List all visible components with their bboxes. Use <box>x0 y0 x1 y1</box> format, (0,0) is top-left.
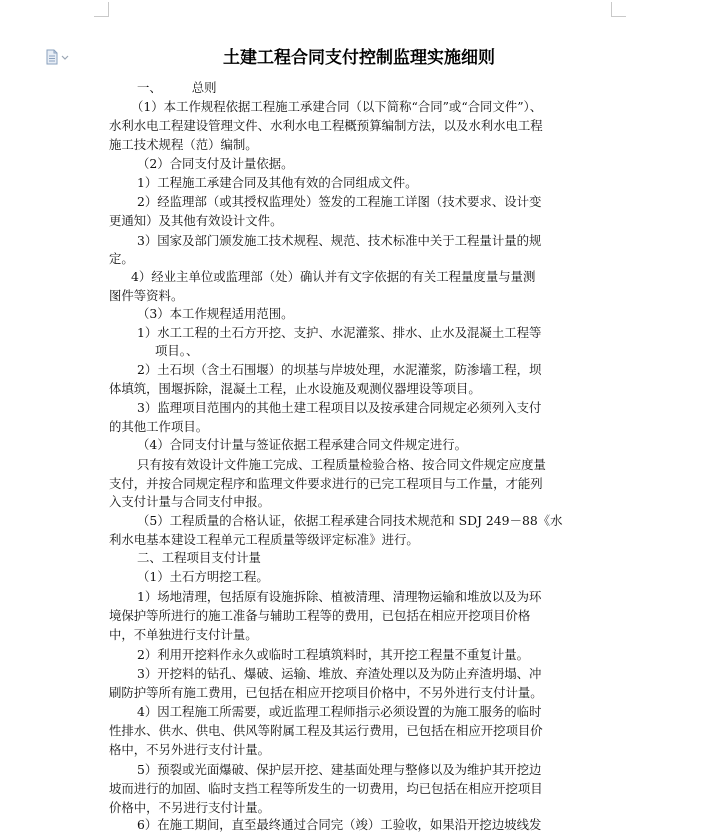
paragraph-line: 更通知）及其他有效设计文件。 <box>109 213 283 228</box>
paragraph-line: 1）工程施工承建合同及其他有效的合同组成文件。 <box>137 175 418 190</box>
paragraph-line: 入支付计量与合同支付申报。 <box>109 494 271 509</box>
section-heading-2: 二、工程项目支付计量 <box>137 550 261 565</box>
paragraph-line: 5）预裂或光面爆破、保护层开挖、建基面处理与整修以及为维护其开挖边 <box>137 762 542 777</box>
paragraph-line: 2）利用开挖料作永久或临时工程填筑料时，其开挖工程量不重复计量。 <box>137 647 529 662</box>
paragraph-line: 体填筑，围堰拆除，混凝土工程，止水设施及观测仪器埋设等项目。 <box>109 381 481 396</box>
paragraph-line: 图件等资料。 <box>109 288 184 303</box>
paragraph-line: 只有按有效设计文件施工完成、工程质量检验合格、按合同文件规定应度量 <box>137 457 546 472</box>
document-title: 土建工程合同支付控制监理实施细则 <box>223 48 495 68</box>
paragraph-line: 定。 <box>109 251 134 266</box>
paragraph-line: （4）合同支付计量与签证依据工程承建合同文件规定进行。 <box>137 437 468 452</box>
paragraph-line: 支付，并按合同规定程序和监理文件要求进行的已完工程项目与工作量，才能列 <box>109 476 543 491</box>
paragraph-line: 中，不单独进行支付计量。 <box>109 627 258 642</box>
paragraph-line: 4）经业主单位或监理部（处）确认并有文字依据的有关工程量度量与量测 <box>131 269 536 284</box>
paragraph-line: 6）在施工期间，直至最终通过合同完（竣）工验收，如果沿开挖边坡线发 <box>137 817 542 832</box>
paragraph-line: 1）场地清理，包括原有设施拆除、植被清理、清理物运输和堆放以及为环 <box>137 589 542 604</box>
paragraph-line: 项目。、 <box>155 343 199 358</box>
paragraph-line: （1）土石方明挖工程。 <box>137 569 269 584</box>
page-corner-mark-top-left <box>94 2 109 17</box>
paragraph-line: 水利水电工程建设管理文件、水利水电工程概预算编制方法，以及水利水电工程 <box>109 118 543 133</box>
page-corner-mark-top-right <box>611 2 626 17</box>
paragraph-line: 3）开挖料的钻孔、爆破、运输、堆放、弃渣处理以及为防止弃渣坍塌、冲 <box>137 666 542 681</box>
paragraph-line: 利水电基本建设工程单元工程质量等级评定标准》进行。 <box>109 532 419 547</box>
paragraph-line: 价格中，不另进行支付计量。 <box>109 800 271 815</box>
section-heading-1: 一、 总则 <box>137 80 217 95</box>
paragraph-line: 格中，不另外进行支付计量。 <box>109 742 271 757</box>
paragraph-line: 的其他工作项目。 <box>109 419 209 434</box>
paragraph-line: 3）监理项目范围内的其他土建工程项目以及按承建合同规定必须列入支付 <box>137 400 542 415</box>
paragraph-line: 境保护等所进行的施工准备与辅助工程等的费用，已包括在相应开挖项目价格 <box>109 608 531 623</box>
paragraph-line: （5）工程质量的合格认证，依据工程承建合同技术规范和 SDJ 249－88《水 <box>137 513 563 528</box>
paragraph-line: 刷防护等所有施工费用，已包括在相应开挖项目价格中，不另外进行支付计量。 <box>109 685 543 700</box>
paragraph-line: 2）土石坝（含土石围堰）的坝基与岸坡处理，水泥灌浆，防渗墙工程，坝 <box>137 362 542 377</box>
paragraph-line: 施工技术规程（范）编制。 <box>109 137 258 152</box>
paragraph-line: 1）水工工程的土石方开挖、支护、水泥灌浆、排水、止水及混凝土工程等 <box>137 325 542 340</box>
paragraph-line: 3）国家及部门颁发施工技术规程、规范、技术标准中关于工程量计量的规 <box>137 233 542 248</box>
paragraph-line: 性排水、供水、供电、供风等附属工程及其运行费用，已包括在相应开挖项目价 <box>109 723 543 738</box>
paragraph-line: （2）合同支付及计量依据。 <box>137 156 294 171</box>
paragraph-line: 坡而进行的加固、临时支挡工程等所发生的一切费用，均已包括在相应开挖项目 <box>109 781 543 796</box>
paragraph-line: 4）因工程施工所需要，或近监理工程师指示必须设置的为施工服务的临时 <box>137 704 542 719</box>
paragraph-line: （1）本工作规程依据工程施工承建合同（以下简称“合同”或“合同文件”）、 <box>131 99 543 114</box>
paragraph-line: 2）经监理部（或其授权监理处）签发的工程施工详图（技术要求、设计变 <box>137 194 542 209</box>
paragraph-line: （3）本工作规程适用范围。 <box>137 306 294 321</box>
